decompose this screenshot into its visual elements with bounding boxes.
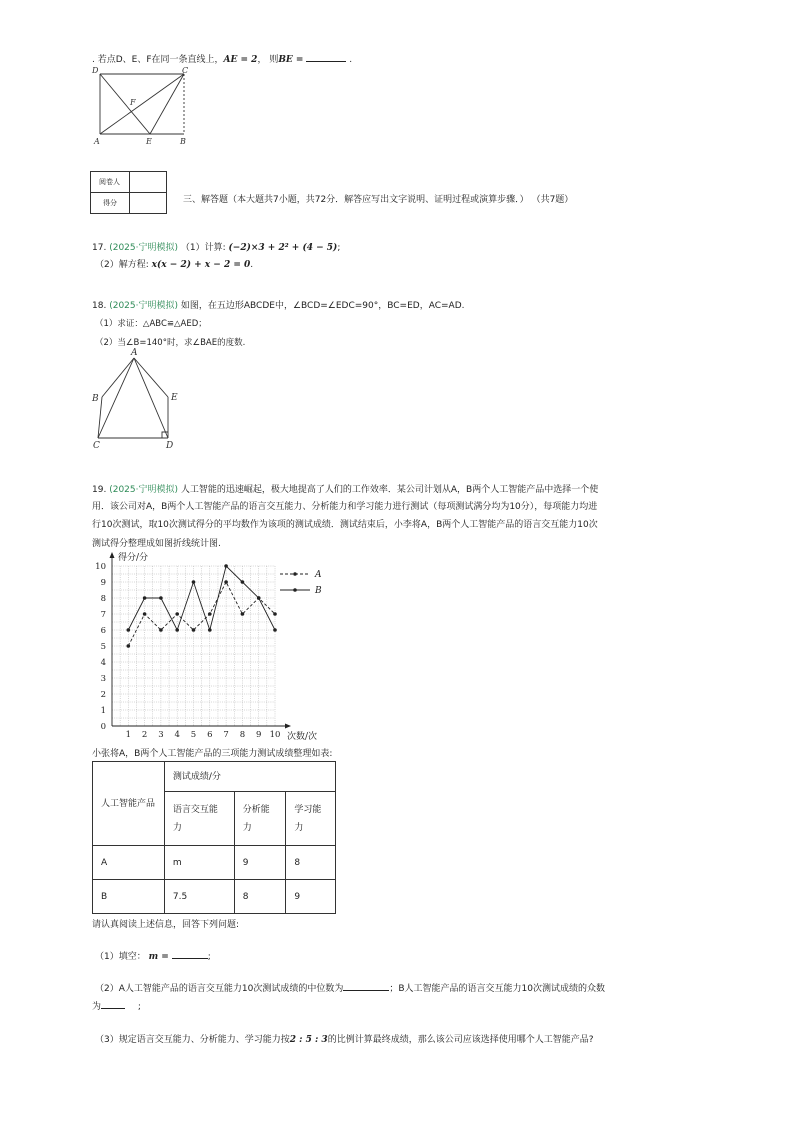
q19-number: 19. xyxy=(92,485,107,495)
q19-source: (2025·宁明模拟) xyxy=(109,485,178,495)
q19-text-line3: 行10次测试，取10次测试得分的平均数作为该项的测试成绩．测试结束后，小李将A，B两个人工智能产品的语言交互能力10次 xyxy=(92,520,598,530)
data-point-B xyxy=(127,628,131,632)
q16-ask: BE = xyxy=(278,55,304,65)
q19-text-line1: 人工智能的迅速崛起，极大地提高了人们的工作效率．某公司计划从A，B两个人工智能产品中选择一个使 xyxy=(180,485,599,495)
data-point-A xyxy=(192,628,196,632)
data-point-B xyxy=(175,628,179,632)
x-axis-label: 次数/次 xyxy=(287,732,318,742)
q19-part2-d: ; xyxy=(137,1002,141,1012)
y-tick-label: 0 xyxy=(100,722,106,732)
score-box-grader-value[interactable] xyxy=(130,172,167,193)
data-point-A xyxy=(224,580,228,584)
chart-axes xyxy=(110,551,318,742)
q18-seg-AC xyxy=(98,358,134,438)
x-tick-label: 6 xyxy=(207,730,213,740)
q18-label-B: B xyxy=(92,394,99,404)
q18-part2: （2）当∠B=140°时，求∠BAE的度数. xyxy=(95,338,246,348)
data-point-B xyxy=(192,580,196,584)
y-tick-label: 8 xyxy=(100,594,106,604)
y-tick-label: 9 xyxy=(100,578,106,588)
q19-part2-c: 为 xyxy=(92,1002,102,1012)
q17-part2-label: （2）解方程: xyxy=(95,260,149,270)
q17-line1 xyxy=(92,240,340,253)
q19-line1 xyxy=(92,482,598,495)
q19-part3-a: （3）规定语言交互能力、分析能力、学习能力按 xyxy=(95,1035,290,1045)
q18-source: (2025·宁明模拟) xyxy=(109,301,178,311)
q17-part1-expr: (−2)×3 + 2² + (4 − 5) xyxy=(228,243,338,253)
q19-after-chart: 小张将A，B两个人工智能产品的三项能力测试成绩整理如表: xyxy=(92,749,333,759)
data-point-B xyxy=(208,628,212,632)
table-row-A-language: m xyxy=(164,846,234,880)
table-head-score: 测试成绩/分 xyxy=(164,762,335,792)
data-point-A xyxy=(127,644,131,648)
data-point-A xyxy=(175,612,179,616)
q18-seg-AD xyxy=(134,358,168,438)
q17-part1-label: （1）计算: xyxy=(180,243,226,253)
data-point-A xyxy=(143,612,147,616)
x-tick-label: 2 xyxy=(141,730,148,740)
y-tick-label: 4 xyxy=(100,658,106,668)
score-box xyxy=(90,171,167,214)
data-point-B xyxy=(241,580,245,584)
q18-label-C: C xyxy=(93,441,100,451)
q19-text-line4: 测试得分整理成如图折线统计图. xyxy=(92,539,221,549)
q16-answer-blank[interactable] xyxy=(306,52,346,62)
q19-part2-a: （2）A人工智能产品的语言交互能力10次测试成绩的中位数为 xyxy=(95,984,344,994)
legend-marker-A xyxy=(293,572,297,576)
table-col-language: 语言交互能力 xyxy=(164,792,234,846)
q18-line1 xyxy=(92,298,464,311)
table-row-B-learning: 9 xyxy=(286,880,336,914)
q16-condition: AE = 2 xyxy=(223,55,258,65)
q16-figure xyxy=(88,64,198,150)
section3-count: （共7题） xyxy=(531,195,574,205)
table-row-A-learning: 8 xyxy=(286,846,336,880)
q19-part1-label: （1）填空： xyxy=(95,952,146,962)
y-tick-label: 5 xyxy=(100,642,106,652)
q18-figure xyxy=(88,344,188,452)
q16-label-A: A xyxy=(94,137,100,146)
y-tick-label: 1 xyxy=(100,706,106,716)
q19-part2-mode-blank[interactable] xyxy=(101,999,125,1009)
q17-source: (2025·宁明模拟) xyxy=(109,243,178,253)
data-point-B xyxy=(257,596,261,600)
q16-label-F: F xyxy=(130,98,136,107)
q17-part1-end: ; xyxy=(337,243,341,253)
x-tick-label: 8 xyxy=(239,730,246,740)
q18-label-D: D xyxy=(166,441,174,451)
data-point-B xyxy=(159,596,163,600)
q19-part3-b: 的比例计算最终成绩，那么该公司应该选择使用哪个人工智能产品? xyxy=(327,1035,594,1045)
q16-label-B: B xyxy=(180,137,186,146)
data-point-B xyxy=(224,564,228,568)
score-box-grader: 阅卷人 xyxy=(91,172,130,193)
legend-label-A: A xyxy=(315,570,322,580)
table-row-B-language: 7.5 xyxy=(164,880,234,914)
x-tick-label: 1 xyxy=(125,730,132,740)
q19-line-chart xyxy=(88,546,338,746)
q17-part2-expr: x(x − 2) + x − 2 = 0 xyxy=(151,260,251,270)
table-col-analysis: 分析能力 xyxy=(234,792,286,846)
y-axis-label: 得分/分 xyxy=(118,553,149,563)
data-point-A xyxy=(241,612,245,616)
q16-mid: ， 则 xyxy=(257,55,279,65)
data-point-A xyxy=(208,612,212,616)
x-axis-arrow xyxy=(285,724,291,729)
table-row-B-name: B xyxy=(93,880,165,914)
y-tick-label: 3 xyxy=(100,674,106,684)
q19-text-line2: 用．该公司对A，B两个人工智能产品的语言交互能力、分析能力和学习能力进行测试（每项测试满分均为10分），每项能力均进 xyxy=(92,502,598,512)
table-row xyxy=(93,846,336,880)
data-point-A xyxy=(159,628,163,632)
y-axis-arrow xyxy=(110,552,115,558)
q19-part3-ratio: 2 : 5 : 3 xyxy=(289,1035,328,1045)
y-tick-label: 6 xyxy=(100,626,106,636)
x-tick-label: 7 xyxy=(223,730,229,740)
legend-label-B: B xyxy=(315,586,322,596)
table-row-B-analysis: 8 xyxy=(234,880,286,914)
data-point-B xyxy=(143,596,147,600)
table-row-A-analysis: 9 xyxy=(234,846,286,880)
data-point-A xyxy=(273,612,277,616)
q19-part1-expr: m = xyxy=(148,952,169,962)
section3-heading xyxy=(183,192,573,205)
q19-part2-line2 xyxy=(92,999,141,1012)
q19-score-table xyxy=(92,761,336,914)
q19-part2-b: ；B人工智能产品的语言交互能力10次测试成绩的众数 xyxy=(389,984,605,994)
y-tick-label: 2 xyxy=(100,690,106,700)
q16-prefix: . 若点D、E、F在同一条直线上， xyxy=(92,55,224,65)
legend-marker-B xyxy=(293,588,297,592)
score-box-score-value[interactable] xyxy=(130,193,167,214)
q18-seg-EA xyxy=(134,358,168,397)
q16-seg-CE xyxy=(150,74,184,134)
q18-label-E: E xyxy=(171,393,178,403)
q16-label-D: D xyxy=(92,66,99,75)
q18-number: 18. xyxy=(92,301,107,311)
table-col-learning: 学习能力 xyxy=(286,792,336,846)
q17-line2 xyxy=(95,257,253,270)
data-point-B xyxy=(273,628,277,632)
q19-part2-line1 xyxy=(95,981,605,994)
table-head-product: 人工智能产品 xyxy=(93,762,165,846)
q18-seg-AB xyxy=(102,358,134,397)
chart-ticks xyxy=(95,562,280,740)
q19-read-prompt: 请认真阅读上述信息，回答下列问题: xyxy=(92,920,240,930)
section3-title: 三、解答题（本大题共7小题，共72分．解答应写出文字说明、证明过程或演算步骤．） xyxy=(183,195,529,205)
q16-label-E: E xyxy=(146,137,152,146)
x-tick-label: 5 xyxy=(190,730,197,740)
q19-part2-median-blank[interactable] xyxy=(343,981,389,991)
table-row xyxy=(93,880,336,914)
x-tick-label: 4 xyxy=(174,730,180,740)
q16-end: . xyxy=(349,55,353,65)
x-tick-label: 10 xyxy=(269,730,281,740)
y-tick-label: 7 xyxy=(100,610,106,620)
q18-part1: （1）求证：△ABC≌△AED； xyxy=(95,319,207,329)
x-tick-label: 9 xyxy=(255,730,262,740)
y-tick-label: 10 xyxy=(95,562,106,572)
table-row-A-name: A xyxy=(93,846,165,880)
q18-label-A: A xyxy=(131,348,138,358)
x-tick-label: 3 xyxy=(158,730,164,740)
q19-part1-end: ; xyxy=(207,952,211,962)
chart-legend xyxy=(280,570,322,596)
score-box-score: 得分 xyxy=(91,193,130,214)
q16-label-C: C xyxy=(182,66,189,75)
q19-part1 xyxy=(95,949,211,962)
q19-part3 xyxy=(95,1032,593,1045)
q18-stem: 如图，在五边形ABCDE中，∠BCD=∠EDC=90°，BC=ED，AC=AD. xyxy=(180,301,465,311)
q17-part2-end: . xyxy=(250,260,254,270)
q19-part1-blank[interactable] xyxy=(172,949,208,959)
q17-number: 17. xyxy=(92,243,107,253)
